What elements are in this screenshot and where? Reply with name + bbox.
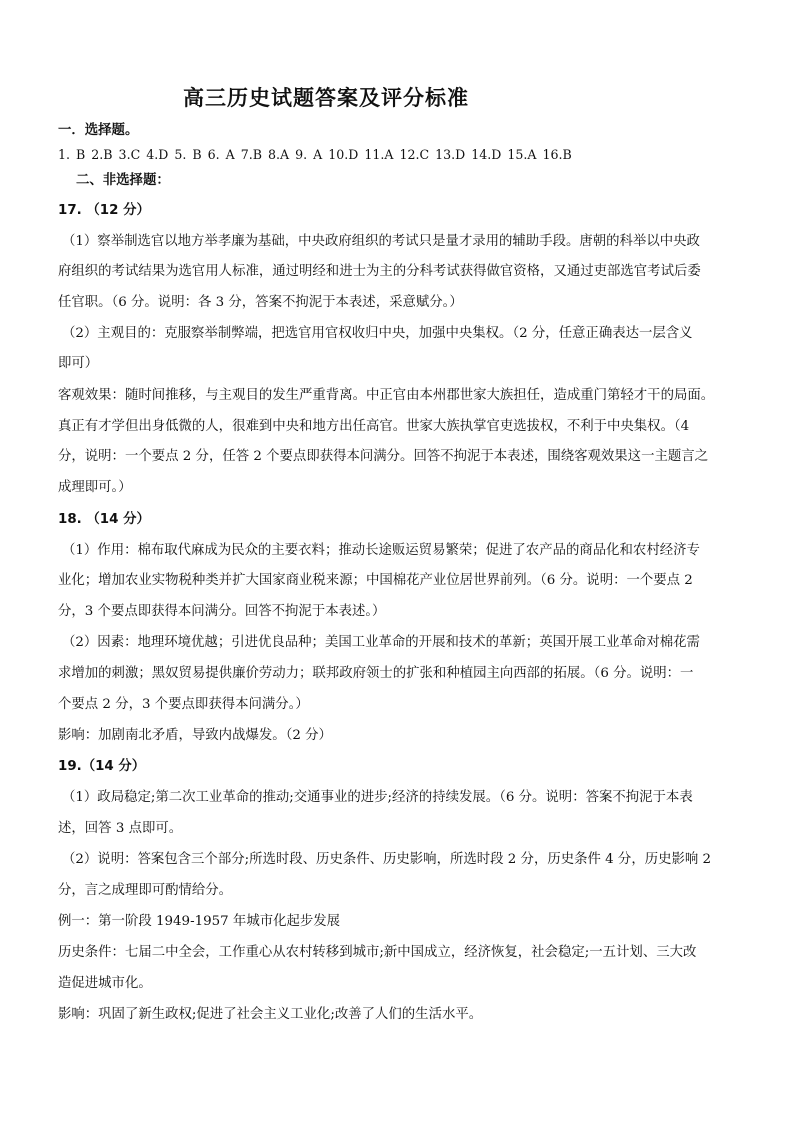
section2-heading: 二、非选择题：	[76, 173, 170, 188]
q17-p2-line1: （2）主观目的：克服察举制弊端，把选官用官权收归中央，加强中央集权。（2 分，任意正确表达一层含义	[62, 326, 693, 341]
q19-p2-line2: 分，言之成理即可酌情给分。	[58, 883, 233, 898]
section1-heading: 一．选择题。	[58, 123, 139, 138]
q18-p1-line1: （1）作用：棉布取代麻成为民众的主要衣料；推动长途贩运贸易繁荣；促进了农产品的商品化和农村经济专	[62, 543, 700, 558]
q19-p5-line1: 影响：巩固了新生政权;促进了社会主义工业化;改善了人们的生活水平。	[58, 1007, 483, 1022]
q17-p3-line2: 真正有才学但出身低微的人，很难到中央和地方出任高官。世家大族执掌官吏选拔权，不利于中央集权。（4	[58, 419, 690, 434]
q17-p1-line1: （1）察举制选官以地方举孝廉为基础，中央政府组织的考试只是量才录用的辅助手段。唐朝的科举以中央政	[62, 234, 700, 249]
q18-p2-line2: 求增加的刺激；黑奴贸易提供廉价劳动力；联邦政府领士的扩张和种植园主向西部的拓展。（6 分。说明：一	[58, 666, 694, 681]
q17-p3-line4: 成理即可。）	[58, 480, 132, 495]
q19-p2-line1: （2）说明：答案包含三个部分;所选时段、历史条件、历史影响，所选时段 2 分，历史条件 4 分，历史影响 2	[62, 852, 712, 867]
q19-heading: 19.（14 分）	[58, 759, 146, 774]
page-title: 高三历史试题答案及评分标准	[183, 86, 469, 110]
multiple-choice-answers: 1. B 2.B 3.C 4.D 5. B 6. A 7.B 8.A 9. A 10.D 11.A 12.C 13.D 14.D 15.A 16.B	[58, 147, 572, 162]
q17-p2-line2: 即可）	[58, 356, 99, 371]
q17-p3-line3: 分，说明：一个要点 2 分，任答 2 个要点即获得本问满分。回答不拘泥于本表述，围绕客观效果这一主题言之	[58, 449, 709, 464]
q17-p1-line2: 府组织的考试结果为选官用人标准，通过明经和进士为主的分科考试获得做官资格，又通过吏部选官考试后委	[58, 264, 701, 279]
q19-example1-heading: 例一：第一阶段 1949-1957 年城市化起步发展	[58, 914, 341, 929]
q18-p1-line3: 分，3 个要点即获得本问满分。回答不拘泥于本表述。）	[58, 604, 386, 619]
q18-heading: 18. （14 分）	[58, 512, 150, 527]
q18-p1-line2: 业化；增加农业实物税种类并扩大国家商业税来源；中国棉花产业位居世界前列。（6 分。说明：一个要点 2	[58, 573, 693, 588]
q19-p4-line2: 造促进城市化。	[58, 976, 152, 991]
q19-p1-line2: 述，回答 3 点即可。	[58, 821, 183, 836]
q18-p3-line1: 影响：加剧南北矛盾，导致内战爆发。（2 分）	[58, 728, 332, 743]
q19-p1-line1: （1）政局稳定;第二次工业革命的推动;交通事业的进步;经济的持续发展。（6 分。说明：答案不拘泥于本表	[62, 790, 693, 805]
q18-p2-line1: （2）因素：地理环境优越；引进优良品种；美国工业革命的开展和技术的革新；英国开展工业革命对棉花需	[62, 635, 700, 650]
q18-p2-line3: 个要点 2 分，3 个要点即获得本问满分。）	[58, 697, 309, 712]
q17-p1-line3: 任官职。（6 分。说明：各 3 分，答案不拘泥于本表述，采意赋分。）	[58, 295, 463, 310]
q19-p4-line1: 历史条件：七届二中全会，工作重心从农村转移到城市;新中国成立，经济恢复，社会稳定;一五计划、三大改	[58, 945, 697, 960]
q17-heading: 17. （12 分）	[58, 203, 150, 218]
q17-p3-line1: 客观效果：随时间推移，与主观目的发生严重背离。中正官由本州郡世家大族担任，造成重门第轻才干的局面。	[58, 388, 715, 403]
